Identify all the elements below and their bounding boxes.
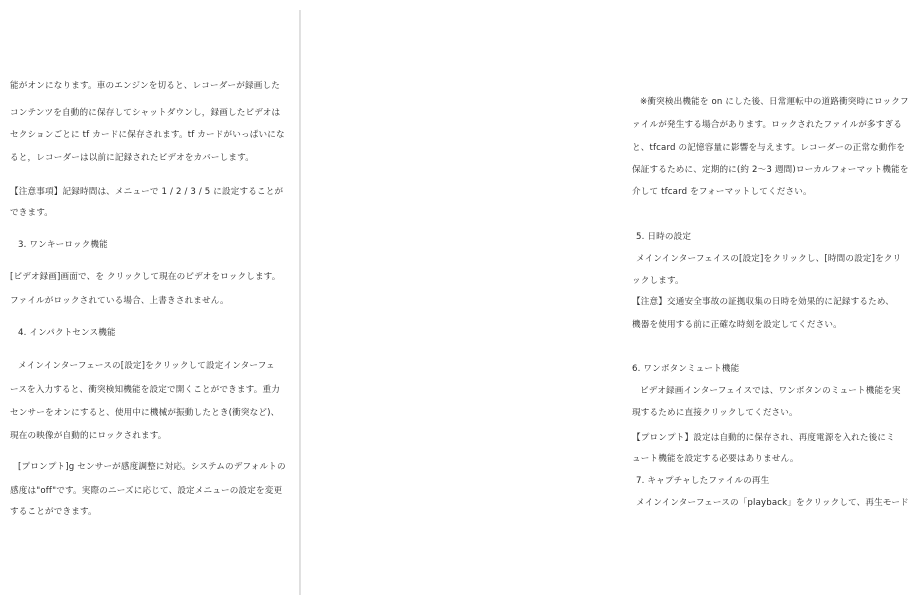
text-line: 感度は"off"です。実際のニーズに応じて、設定メニューの設定を変更	[10, 486, 283, 496]
text-line: ースを入力すると、衝突検知機能を設定で開くことができます。重力	[10, 385, 280, 395]
section-heading: 6. ワンボタンミュート機能	[632, 364, 740, 374]
text-line: メインインターフェースの「playback」をクリックして、再生モード	[636, 498, 909, 508]
page-gutter	[299, 10, 301, 595]
text-line: コンテンツを自動的に保存してシャットダウンし，録画したビデオは	[10, 108, 281, 118]
text-line: メインインターフェースの[設定]をクリックして設定インターフェ	[18, 361, 275, 371]
text-line: 【プロンプト】設定は自動的に保存され、再度電源を入れた後にミ	[632, 433, 895, 443]
right-page	[302, 0, 909, 600]
text-line: できます。	[10, 208, 54, 218]
text-line: ビデオ録画インターフェイスでは、ワンボタンのミュート機能を実	[640, 386, 901, 396]
text-line: ファイルがロックされている場合、上書きされません。	[10, 296, 229, 306]
text-line: ※衝突検出機能を on にした後、日常運転中の道路衝突時にロックフ	[640, 97, 909, 107]
text-line: 機器を使用する前に正確な時刻を設定してください。	[632, 320, 842, 330]
text-line: 介して tfcard をフォーマットしてください。	[632, 187, 812, 197]
text-line: 保証するために、定期的に(約 2～3 週間)ローカルフォーマット機能を	[632, 165, 909, 175]
text-line: ックします。	[632, 276, 684, 286]
text-line: ると，レコーダーは以前に記録されたビデオをカバーします。	[10, 153, 254, 163]
text-line: 現するために直接クリックしてください。	[632, 408, 798, 418]
text-line: 【注意】交通安全事故の証拠収集の日時を効果的に記録するため、	[632, 297, 894, 307]
text-line: することができます。	[10, 507, 97, 517]
text-line: [ビデオ録画]画面で、を クリックして現在のビデオをロックします。	[10, 272, 281, 282]
text-line: 【注意事項】記録時間は、メニューで 1 / 2 / 3 / 5 に設定することが	[10, 187, 284, 197]
text-line: センサーをオンにすると、使用中に機械が振動したとき(衝突など)、	[10, 408, 280, 418]
section-heading: 3. ワンキーロック機能	[18, 240, 108, 250]
section-heading: 7. キャプチャしたファイルの再生	[636, 476, 770, 486]
text-line: と、tfcard の記憶容量に影響を与えます。レコーダーの正常な動作を	[632, 143, 906, 153]
text-line: メインインターフェイスの[設定]をクリックし、[時間の設定]をクリ	[636, 254, 902, 264]
section-heading: 4. インパクトセンス機能	[18, 328, 116, 338]
section-heading: 5. 日時の設定	[636, 232, 692, 242]
text-line: ュート機能を設定する必要はありません。	[632, 454, 799, 464]
text-line: セクションごとに tf カードに保存されます。tf カードがいっぱいにな	[10, 130, 285, 140]
text-line: 現在の映像が自動的にロックされます。	[10, 431, 167, 441]
text-line: 能がオンになります。車のエンジンを切ると、レコーダーが録画した	[10, 81, 280, 91]
text-line: [プロンプト]g センサーが感度調整に対応。システムのデフォルトの	[18, 462, 286, 472]
text-line: ァイルが発生する場合があります。ロックされたファイルが多すぎる	[632, 120, 903, 130]
left-page	[0, 0, 300, 600]
